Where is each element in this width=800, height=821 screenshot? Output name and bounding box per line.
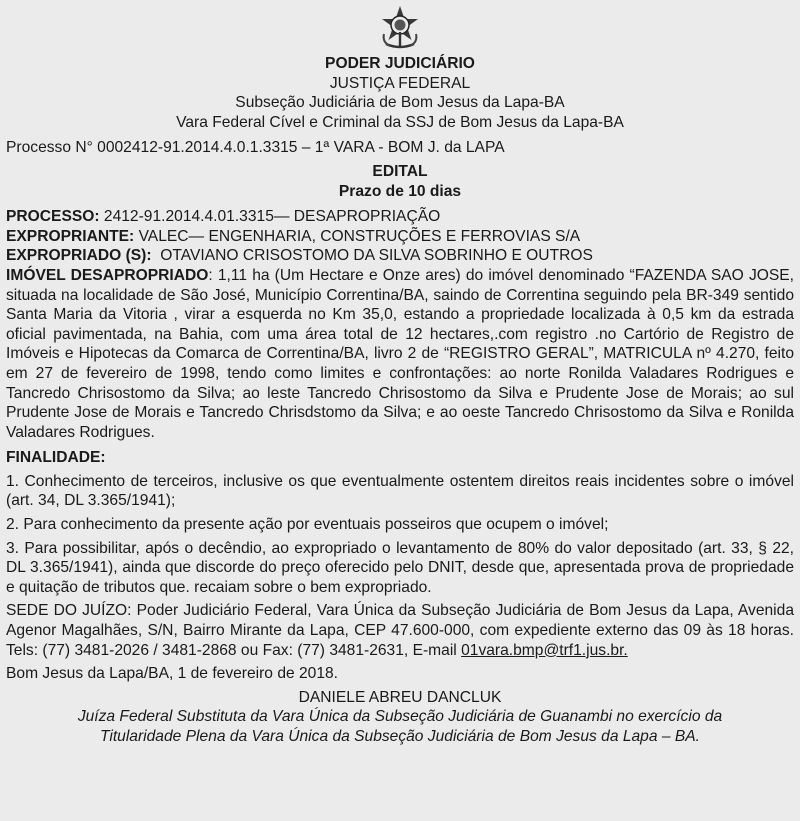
imovel-label: IMÓVEL DESAPROPRIADO xyxy=(6,266,209,284)
header-subsecao: Subseção Judiciária de Bom Jesus da Lapa-BA xyxy=(235,94,565,112)
expropriado-value: OTAVIANO CRISOSTOMO DA SILVA SOBRINHO E OUTROS xyxy=(151,247,593,265)
header-vara: Vara Federal Cível e Criminal da SSJ de Bom Jesus da Lapa-BA xyxy=(176,113,624,131)
expropriado-label: EXPROPRIADO (S): xyxy=(6,247,152,265)
processo-label: PROCESSO: xyxy=(6,208,100,226)
header-justica: JUSTIÇA FEDERAL xyxy=(329,74,471,92)
date-line: Bom Jesus da Lapa/BA, 1 de fevereiro de 2018. xyxy=(6,665,339,683)
imovel-text: : 1,11 ha (Um Hectare e Onze ares) do imóvel denominado “FAZENDA SAO JOSE, situada na localidade de São José, Município Correntina/BA, saindo de Correntina seguindo pela BR-349 sentido Santa Maria da Vitoria , virar a esquerda no Km 35,0, estando a propriedade localizada à 0,5 km da estrada oficial pavimentada, na Bahia, com uma área total de 12 hectares,.com registro .no Cartório de Registro de Imóveis e Hipotecas da Comarca de Correntina/BA, livro 2 de “REGISTRO GERAL”, MATRICULA nº 4.270, feito em 27 de fevereiro de 1998, tendo como limites e confrontações: ao norte Ronilda Valadares Rodrigues e Tancredo Chrisostomo da Silva; ao leste Tancredo Chrisostomo da Silva e Prudente Jose de Morais; ao sul Prudente Jose de Morais e Tancredo Chrisdstomo da Silva; e ao oeste Tancredo Chrisostomo da Silva e Ronilda Valadares Rodrigues. xyxy=(6,266,795,441)
signature-role-line1: Juíza Federal Substituta da Vara Única da Subseção Judiciária de Guanambi no exercício da xyxy=(77,708,723,726)
processo-value: 2412-91.2014.4.01.3315— DESAPROPRIAÇÃO xyxy=(99,208,441,226)
signature-name: DANIELE ABREU DANCLUK xyxy=(298,688,502,706)
header-title: PODER JUDICIÁRIO xyxy=(325,55,475,72)
processo-line xyxy=(6,207,794,227)
case-details xyxy=(6,207,794,266)
processo-header-line: Processo N° 0002412-91.2014.4.0.1.3315 – 1ª VARA - BOM J. da LAPA xyxy=(6,139,505,157)
imovel-paragraph xyxy=(6,266,794,442)
coat-of-arms-icon xyxy=(376,4,424,52)
finalidade-item: 1. Conhecimento de terceiros, inclusive os que eventualmente ostentem direitos reais incidentes sobre o imóvel (art. 34, DL 3.365/1941); xyxy=(6,472,794,510)
expropriante-value: VALEC— ENGENHARIA, CONSTRUÇÕES E FERROVIAS S/A xyxy=(134,227,581,245)
email-link[interactable]: 01vara.bmp@trf1.jus.br. xyxy=(461,641,628,659)
edital-title: EDITAL xyxy=(372,162,428,180)
edital-prazo: Prazo de 10 dias xyxy=(338,182,462,200)
finalidade-item: 2. Para conhecimento da presente ação por eventuais posseiros que ocupem o imóvel; xyxy=(6,516,609,534)
sede-text: SEDE DO JUÍZO: Poder Judiciário Federal, Vara Única da Subseção Judiciária de Bom Jesus da Lapa, Avenida Agenor Magalhães, S/N, Bairro Mirante da Lapa, CEP 47.600-000, com expediente externo das 09 às 18 horas. Tels: (77) 3481-2026 / 3481-2868 ou Fax: (77) 3481-2631, E-mail xyxy=(6,602,794,659)
expropriante-label: EXPROPRIANTE: xyxy=(6,227,135,245)
finalidade-label: FINALIDADE: xyxy=(6,449,106,467)
expropriante-line xyxy=(6,227,794,247)
sede-paragraph xyxy=(6,601,794,660)
signature-role-line2: Titularidade Plena da Vara Única da Subseção Judiciária de Bom Jesus da Lapa – BA. xyxy=(99,728,700,745)
edital-document xyxy=(0,4,800,821)
finalidade-item: 3. Para possibilitar, após o decêndio, ao expropriado o levantamento de 80% do valor depositado (art. 33, § 22, DL 3.365/1941), ainda que discorde do preço oferecido pelo DNIT, desde que, apresentada prova de propriedade e quitação de tributos que. recaiam sobre o bem expropriado. xyxy=(6,539,794,596)
expropriado-line xyxy=(6,246,794,266)
